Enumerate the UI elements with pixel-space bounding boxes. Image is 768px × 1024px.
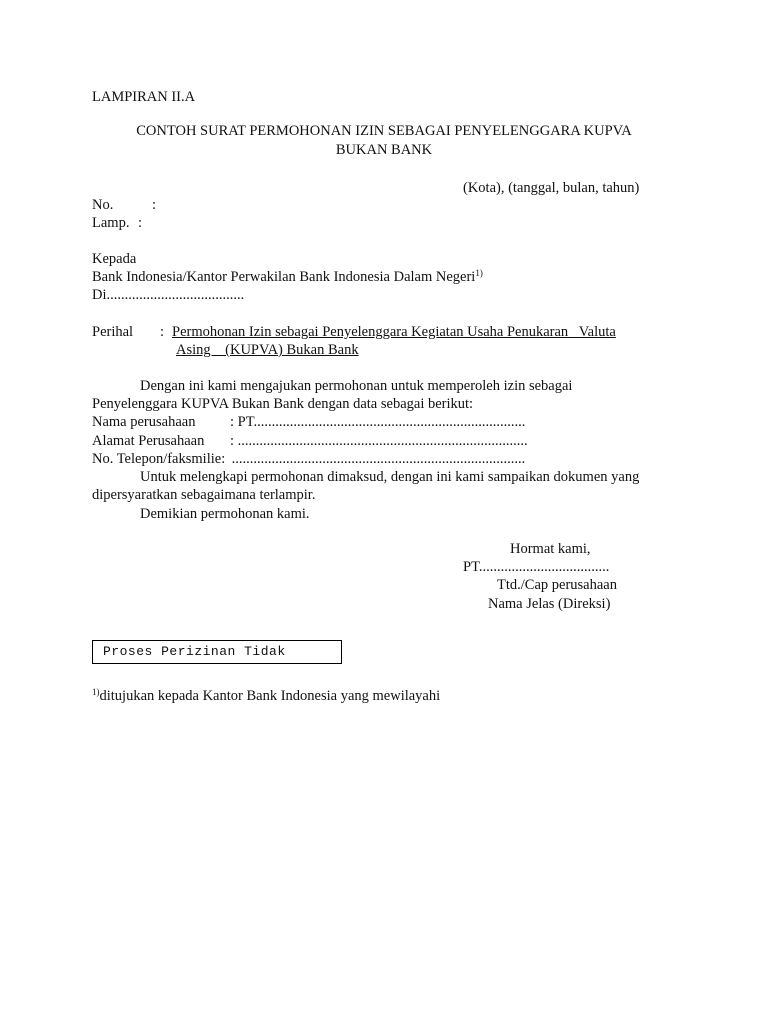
para1-line-2: Penyelenggara KUPVA Bukan Bank dengan data sebagai berikut: xyxy=(92,396,474,412)
para3-line: Demikian permohonan kami. xyxy=(140,506,310,522)
perihal-line-1: Permohonan Izin sebagai Penyelenggara Kegiatan Usaha Penukaran Valuta xyxy=(172,324,616,340)
di-line: Di...................................... xyxy=(92,287,245,303)
no-colon: : xyxy=(152,197,157,213)
perihal-line-2: Asing (KUPVA) Bukan Bank xyxy=(176,342,359,358)
signature-ttd: Ttd./Cap perusahaan xyxy=(497,577,617,593)
lampiran-label: LAMPIRAN II.A xyxy=(92,89,196,105)
footnote-text: ditujukan kepada Kantor Bank Indonesia yang mewilayahi xyxy=(99,688,441,704)
stamp-box-text: Proses Perizinan Tidak xyxy=(103,644,286,659)
recipient-line xyxy=(92,268,483,286)
lamp-colon: : xyxy=(138,215,143,231)
para2-line-2: dipersyaratkan sebagaimana terlampir. xyxy=(92,487,316,503)
title-line-1: CONTOH SURAT PERMOHONAN IZIN SEBAGAI PENYELENGGARA KUPVA xyxy=(136,123,632,139)
alamat-value: : ................................................................................ xyxy=(230,433,528,449)
para2-line-1: Untuk melengkapi permohonan dimaksud, dengan ini kami sampaikan dokumen yang xyxy=(140,469,640,485)
signature-pt: PT.................................... xyxy=(463,559,610,575)
no-label: No. xyxy=(92,197,114,213)
nama-label: Nama perusahaan xyxy=(92,414,196,430)
footnote-line xyxy=(92,687,440,705)
footnote-mark: 1) xyxy=(475,268,483,278)
perihal-label: Perihal xyxy=(92,324,134,340)
telepon-value: ................................................................................. xyxy=(228,451,526,467)
title-line-2: BUKAN BANK xyxy=(335,142,433,158)
kepada-label: Kepada xyxy=(92,251,137,267)
signature-hormat: Hormat kami, xyxy=(510,541,591,557)
alamat-label: Alamat Perusahaan xyxy=(92,433,205,449)
place-date: (Kota), (tanggal, bulan, tahun) xyxy=(463,180,640,196)
stamp-box xyxy=(92,640,342,664)
nama-value: : PT........................................................................... xyxy=(230,414,526,430)
lamp-label: Lamp. xyxy=(92,215,130,231)
footnote-number: 1) xyxy=(92,687,100,697)
telepon-label: No. Telepon/faksmilie: xyxy=(92,451,226,467)
recipient-text: Bank Indonesia/Kantor Perwakilan Bank Indonesia Dalam Negeri xyxy=(92,269,476,285)
para1-line-1: Dengan ini kami mengajukan permohonan untuk memperoleh izin sebagai xyxy=(140,378,573,394)
perihal-colon: : xyxy=(160,324,165,340)
signature-nama: Nama Jelas (Direksi) xyxy=(488,596,611,612)
